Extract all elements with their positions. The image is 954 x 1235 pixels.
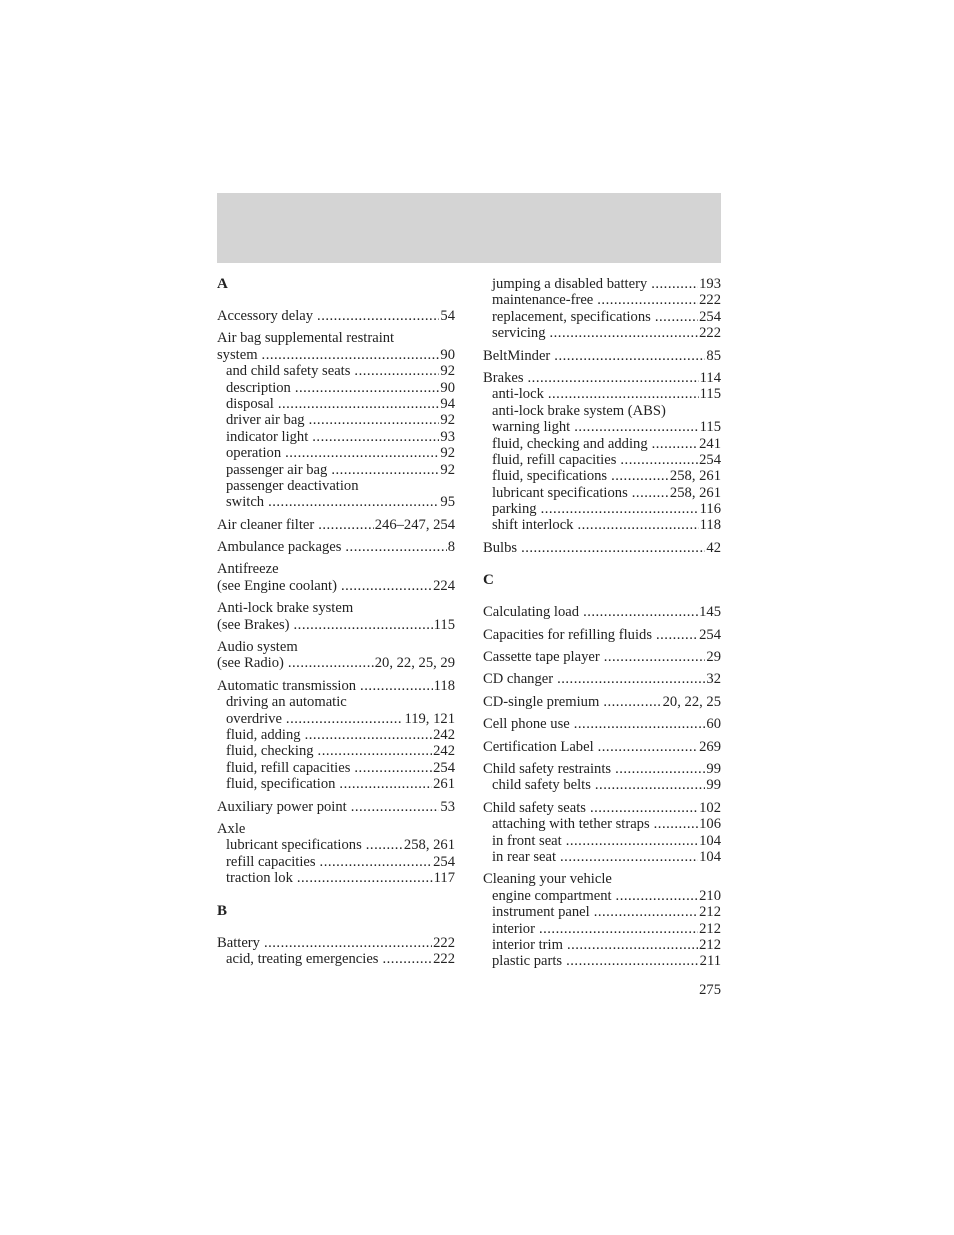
index-entry xyxy=(483,276,721,342)
entry-label: fluid, refill capacities xyxy=(492,451,617,468)
entry-label: interior trim xyxy=(492,936,563,953)
header-band xyxy=(217,193,721,263)
page-reference: 119, 121 xyxy=(404,710,455,727)
dot-leader xyxy=(654,816,698,832)
index-entry-line xyxy=(217,539,455,555)
index-subentry-line xyxy=(217,380,455,396)
index-entry xyxy=(483,800,721,866)
page-reference: 212 xyxy=(699,920,721,937)
page-reference: 258, 261 xyxy=(403,837,455,854)
index-subentry-line xyxy=(217,412,455,428)
index-entry xyxy=(483,604,721,620)
dot-leader xyxy=(285,445,439,461)
dot-leader xyxy=(297,870,433,886)
index-entry-line xyxy=(483,800,721,816)
index-subentry-line xyxy=(483,386,721,402)
index-entry-line xyxy=(483,671,721,687)
index-entry-line xyxy=(217,655,455,671)
entry-label: servicing xyxy=(492,325,546,342)
index-subentry-line xyxy=(483,419,721,435)
entry-label: overdrive xyxy=(226,710,282,727)
entry-label: and child safety seats xyxy=(226,363,351,380)
dot-leader xyxy=(366,837,403,853)
index-entry-line xyxy=(217,617,455,633)
index-subentry-line xyxy=(217,951,455,967)
page-reference: 269 xyxy=(699,738,721,755)
entry-label: Cell phone use xyxy=(483,716,570,733)
index-entry-line xyxy=(217,347,455,363)
entry-label: Audio system xyxy=(217,639,298,656)
entry-label: fluid, specifications xyxy=(492,468,608,485)
dot-leader xyxy=(288,655,374,671)
page-reference: 118 xyxy=(699,517,721,534)
page-reference: 104 xyxy=(699,832,721,849)
index-entry xyxy=(217,308,455,324)
dot-leader xyxy=(616,888,699,904)
page-reference: 20, 22, 25, 29 xyxy=(374,655,455,672)
dot-leader xyxy=(620,452,698,468)
entry-label: operation xyxy=(226,445,282,462)
index-entry xyxy=(217,539,455,555)
page-reference: 92 xyxy=(440,461,455,478)
entry-label: fluid, specification xyxy=(226,776,336,793)
index-entry xyxy=(483,871,721,969)
index-entry-line xyxy=(483,540,721,556)
page-reference: 222 xyxy=(699,325,721,342)
page-reference: 254 xyxy=(433,759,455,776)
index-entry xyxy=(217,678,455,793)
entry-label: system xyxy=(217,346,258,363)
dot-leader xyxy=(597,292,698,308)
index-subentry-line xyxy=(217,837,455,853)
index-subentry-line xyxy=(217,396,455,412)
section-letter: A xyxy=(217,276,228,292)
index-entry xyxy=(217,600,455,633)
entry-label: Cleaning your vehicle xyxy=(483,871,612,888)
index-entry-line xyxy=(483,716,721,732)
dot-leader xyxy=(360,678,433,694)
entry-label: attaching with tether straps xyxy=(492,816,650,833)
index-entry-line xyxy=(217,600,455,616)
index-subentry-line xyxy=(483,777,721,793)
page-reference: 254 xyxy=(433,853,455,870)
entry-label: fluid, adding xyxy=(226,726,301,743)
page-reference: 115 xyxy=(433,616,455,633)
entry-label: (see Radio) xyxy=(217,655,284,672)
entry-label: refill capacities xyxy=(226,853,316,870)
dot-leader xyxy=(550,325,699,341)
page-reference: 20, 22, 25 xyxy=(662,693,721,710)
dot-leader xyxy=(615,761,705,777)
index-entry-line xyxy=(217,517,455,533)
dot-leader xyxy=(312,429,439,445)
page-reference: 99 xyxy=(706,760,721,777)
page-reference: 210 xyxy=(699,887,721,904)
dot-leader xyxy=(541,501,699,517)
page-reference: 42 xyxy=(706,539,721,556)
entry-label: instrument panel xyxy=(492,904,590,921)
index-subentry-line xyxy=(483,888,721,904)
page-reference: 261 xyxy=(433,776,455,793)
dot-leader xyxy=(262,347,440,363)
page-reference: 92 xyxy=(440,363,455,380)
entry-label: fluid, checking xyxy=(226,743,314,760)
index-entry xyxy=(483,671,721,687)
entry-label: Child safety restraints xyxy=(483,760,612,777)
index-subentry-line xyxy=(217,870,455,886)
dot-leader xyxy=(548,386,699,402)
page-reference: 258, 261 xyxy=(669,468,721,485)
entry-label: BeltMinder xyxy=(483,347,551,364)
entry-label: parking xyxy=(492,501,537,518)
index-entry-line xyxy=(483,871,721,887)
index-entry-line xyxy=(483,370,721,386)
index-subentry-line xyxy=(483,325,721,341)
index-entry-line xyxy=(483,627,721,643)
dot-leader xyxy=(560,849,698,865)
entry-label: Accessory delay xyxy=(217,308,314,324)
page-reference: 29 xyxy=(706,649,721,666)
index-subentry-line xyxy=(217,776,455,792)
entry-label: jumping a disabled battery xyxy=(492,276,648,292)
index-entry-line xyxy=(217,935,455,951)
index-subentry-line xyxy=(483,501,721,517)
page-reference: 92 xyxy=(440,412,455,429)
index-entry xyxy=(217,639,455,672)
page-reference: 241 xyxy=(699,435,721,452)
index-subentry-line xyxy=(217,694,455,710)
entry-label: Antifreeze xyxy=(217,561,279,578)
index-subentry-line xyxy=(483,276,721,292)
page-reference: 93 xyxy=(440,428,455,445)
dot-leader xyxy=(603,694,661,710)
page-reference: 8 xyxy=(447,539,455,556)
index-entry xyxy=(217,799,455,815)
dot-leader xyxy=(317,308,439,324)
page-reference: 115 xyxy=(699,386,721,403)
page-reference: 106 xyxy=(699,816,721,833)
entry-label: engine compartment xyxy=(492,887,612,904)
index-entry xyxy=(483,370,721,534)
index-subentry-line xyxy=(217,854,455,870)
entry-label: Cassette tape player xyxy=(483,649,600,666)
page-reference: 246–247, 254 xyxy=(374,516,455,533)
page-reference: 60 xyxy=(706,716,721,733)
index-subentry-line xyxy=(483,403,721,419)
index-subentry-line xyxy=(217,494,455,510)
entry-label: maintenance-free xyxy=(492,292,594,309)
dot-leader xyxy=(594,904,698,920)
entry-label: acid, treating emergencies xyxy=(226,950,379,967)
dot-leader xyxy=(557,671,705,687)
dot-leader xyxy=(652,436,698,452)
index-entry xyxy=(217,330,455,510)
index-entry-line xyxy=(217,639,455,655)
index-entry xyxy=(483,540,721,556)
dot-leader xyxy=(632,485,669,501)
page-reference: 212 xyxy=(699,936,721,953)
page-reference: 193 xyxy=(699,276,721,292)
dot-leader xyxy=(598,739,698,755)
index-entry-line xyxy=(483,739,721,755)
dot-leader xyxy=(539,921,698,937)
index-entry xyxy=(483,716,721,732)
dot-leader xyxy=(566,833,698,849)
entry-label: Air bag supplemental restraint xyxy=(217,330,395,347)
index-entry-line xyxy=(483,761,721,777)
entry-label: Air cleaner filter xyxy=(217,516,315,533)
index-entry xyxy=(483,694,721,710)
entry-label: Axle xyxy=(217,820,246,837)
entry-label: driving an automatic xyxy=(226,694,347,711)
dot-leader xyxy=(354,760,432,776)
dot-leader xyxy=(567,937,698,953)
dot-leader xyxy=(577,517,698,533)
entry-label: CD changer xyxy=(483,671,554,688)
index-subentry-line xyxy=(217,727,455,743)
dot-leader xyxy=(574,716,706,732)
entry-label: plastic parts xyxy=(492,953,563,970)
entry-label: switch xyxy=(226,494,265,511)
index-subentry-line xyxy=(483,953,721,969)
entry-label: Ambulance packages xyxy=(217,539,342,556)
page-reference: 222 xyxy=(699,292,721,309)
index-subentry-line xyxy=(483,436,721,452)
index-entry xyxy=(483,649,721,665)
dot-leader xyxy=(528,370,699,386)
dot-leader xyxy=(264,935,432,951)
index-subentry-line xyxy=(483,452,721,468)
dot-leader xyxy=(566,953,699,969)
page-number: 275 xyxy=(699,982,721,998)
index-entry-line xyxy=(483,694,721,710)
entry-label: CD-single premium xyxy=(483,693,600,710)
page-reference: 211 xyxy=(699,953,721,970)
index-subentry-line xyxy=(483,816,721,832)
index-entry xyxy=(483,739,721,755)
section-letter: C xyxy=(483,572,494,589)
page-reference: 92 xyxy=(440,445,455,462)
entry-label: shift interlock xyxy=(492,517,574,534)
index-entry-line xyxy=(217,330,455,346)
entry-label: interior xyxy=(492,920,535,937)
entry-label: Auxiliary power point xyxy=(217,798,347,815)
entry-label: Certification Label xyxy=(483,738,594,755)
dot-leader xyxy=(383,951,433,967)
dot-leader xyxy=(590,800,698,816)
entry-label: lubricant specifications xyxy=(226,837,362,854)
entry-label: disposal xyxy=(226,395,274,412)
index-entry-line xyxy=(483,348,721,364)
dot-leader xyxy=(295,380,440,396)
index-subentry-line xyxy=(217,462,455,478)
dot-leader xyxy=(320,854,433,870)
dot-leader xyxy=(339,776,432,792)
page-reference: 254 xyxy=(699,626,721,643)
page-reference: 85 xyxy=(706,347,721,364)
entry-label: indicator light xyxy=(226,428,309,445)
index-subentry-line xyxy=(483,833,721,849)
entry-label: anti-lock xyxy=(492,386,544,403)
entry-label: warning light xyxy=(492,419,571,436)
index-column-right xyxy=(483,276,721,970)
index-subentry-line xyxy=(483,921,721,937)
entry-label: fluid, checking and adding xyxy=(492,435,648,452)
index-subentry-line xyxy=(483,485,721,501)
index-entry xyxy=(483,627,721,643)
index-subentry-line xyxy=(483,904,721,920)
page-reference: 95 xyxy=(440,494,455,511)
dot-leader xyxy=(305,727,433,743)
index-subentry-line xyxy=(217,743,455,759)
dot-leader xyxy=(309,412,440,428)
index-subentry-line xyxy=(483,468,721,484)
page-reference: 224 xyxy=(433,577,455,594)
entry-label: description xyxy=(226,379,291,396)
page-reference: 212 xyxy=(699,904,721,921)
index-entry-line xyxy=(217,799,455,815)
index-subentry-line xyxy=(217,445,455,461)
entry-label: Battery xyxy=(217,934,260,951)
page-reference: 242 xyxy=(433,726,455,743)
index-subentry-line xyxy=(217,478,455,494)
dot-leader xyxy=(574,419,698,435)
entry-label: driver air bag xyxy=(226,412,305,429)
page-reference: 54 xyxy=(440,308,455,324)
page-reference: 104 xyxy=(699,848,721,865)
index-subentry-line xyxy=(217,363,455,379)
page-reference: 145 xyxy=(699,604,721,621)
entry-label: in front seat xyxy=(492,832,562,849)
dot-leader xyxy=(268,494,439,510)
index-subentry-line xyxy=(483,517,721,533)
dot-leader xyxy=(655,309,698,325)
index-subentry-line xyxy=(217,760,455,776)
dot-leader xyxy=(318,517,374,533)
entry-label: fluid, refill capacities xyxy=(226,759,351,776)
entry-label: Capacities for refilling fluids xyxy=(483,626,652,643)
dot-leader xyxy=(286,711,404,727)
page-reference: 94 xyxy=(440,395,455,412)
index-entry xyxy=(217,821,455,887)
entry-label: Automatic transmission xyxy=(217,677,357,694)
page-reference: 222 xyxy=(433,934,455,951)
entry-label: (see Engine coolant) xyxy=(217,577,337,594)
dot-leader xyxy=(604,649,706,665)
page-reference: 118 xyxy=(433,677,455,694)
dot-leader xyxy=(521,540,705,556)
page-reference: 90 xyxy=(440,379,455,396)
index-entry xyxy=(483,348,721,364)
index-entry-line xyxy=(483,649,721,665)
index-entry-line xyxy=(217,561,455,577)
entry-label: replacement, specifications xyxy=(492,308,651,325)
page-reference: 32 xyxy=(706,671,721,688)
dot-leader xyxy=(341,578,432,594)
entry-label: anti-lock brake system (ABS) xyxy=(492,402,666,419)
page-reference: 53 xyxy=(440,798,455,815)
page-reference: 254 xyxy=(699,451,721,468)
dot-leader xyxy=(611,468,669,484)
entry-label: Child safety seats xyxy=(483,799,586,816)
dot-leader xyxy=(595,777,706,793)
dot-leader xyxy=(656,627,698,643)
page-reference: 90 xyxy=(440,346,455,363)
dot-leader xyxy=(294,617,433,633)
index-entry xyxy=(483,761,721,794)
page-reference: 258, 261 xyxy=(669,484,721,501)
dot-leader xyxy=(583,604,698,620)
dot-leader xyxy=(278,396,440,412)
page-reference: 115 xyxy=(699,419,721,436)
index-entry-line xyxy=(217,578,455,594)
index-entry-line xyxy=(217,821,455,837)
dot-leader xyxy=(651,276,698,292)
index-subentry-line xyxy=(483,309,721,325)
index-subentry-line xyxy=(217,429,455,445)
entry-label: Brakes xyxy=(483,369,524,386)
entry-label: traction lok xyxy=(226,870,293,887)
dot-leader xyxy=(351,799,440,815)
dot-leader xyxy=(331,462,439,478)
index-entry xyxy=(217,517,455,533)
entry-label: lubricant specifications xyxy=(492,484,628,501)
entry-label: child safety belts xyxy=(492,777,591,794)
index-subentry-line xyxy=(483,849,721,865)
index-subentry-line xyxy=(483,937,721,953)
page-reference: 222 xyxy=(433,950,455,967)
dot-leader xyxy=(318,743,433,759)
index-entry xyxy=(217,561,455,594)
entry-label: Bulbs xyxy=(483,539,518,556)
dot-leader xyxy=(345,539,446,555)
page-reference: 254 xyxy=(699,308,721,325)
index-entry xyxy=(217,935,455,968)
entry-label: Calculating load xyxy=(483,604,580,621)
dot-leader xyxy=(354,363,439,379)
page-reference: 117 xyxy=(433,870,455,887)
entry-label: (see Brakes) xyxy=(217,616,290,633)
index-column-left xyxy=(217,276,455,967)
section-letter: B xyxy=(217,902,228,919)
entry-label: Anti-lock brake system xyxy=(217,600,354,617)
page-reference: 114 xyxy=(699,369,721,386)
entry-label: passenger air bag xyxy=(226,461,328,478)
index-entry-line xyxy=(217,308,455,324)
page-reference: 102 xyxy=(699,799,721,816)
page-reference: 116 xyxy=(699,501,721,518)
index-entry-line xyxy=(217,678,455,694)
index-subentry-line xyxy=(483,292,721,308)
index-subentry-line xyxy=(217,711,455,727)
page-reference: 242 xyxy=(433,743,455,760)
page-reference: 99 xyxy=(706,777,721,794)
entry-label: in rear seat xyxy=(492,848,557,865)
entry-label: passenger deactivation xyxy=(226,477,359,494)
dot-leader xyxy=(554,348,705,364)
index-entry-line xyxy=(483,604,721,620)
